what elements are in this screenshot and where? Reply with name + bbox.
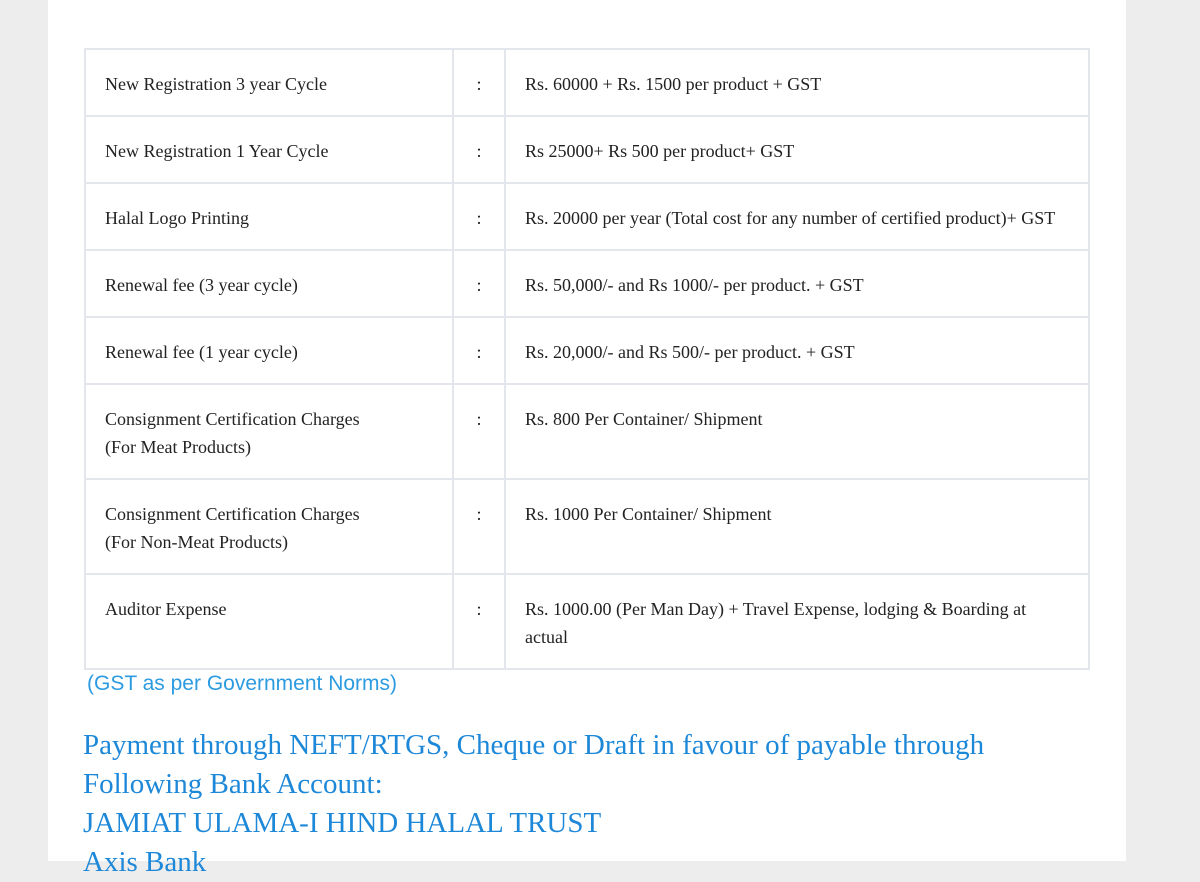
separator-colon: :: [453, 317, 505, 384]
table-row: [85, 49, 1089, 116]
bank-name: Axis Bank: [83, 846, 207, 878]
fee-label-line1: Consignment Certification Charges: [105, 504, 360, 524]
fee-label: Auditor Expense: [85, 574, 453, 669]
table-row: [85, 183, 1089, 250]
separator-colon: :: [453, 479, 505, 574]
fee-label-line2: (For Meat Products): [105, 437, 251, 457]
fee-value: Rs. 50,000/- and Rs 1000/- per product. + GST: [505, 250, 1089, 317]
fee-value: Rs. 1000.00 (Per Man Day) + Travel Expense, lodging & Boarding at actual: [505, 574, 1089, 669]
fee-label: Renewal fee (3 year cycle): [85, 250, 453, 317]
account-name: JAMIAT ULAMA-I HIND HALAL TRUST: [83, 807, 602, 839]
fee-label: [85, 479, 453, 574]
payment-info: [83, 726, 1113, 882]
fee-label: Renewal fee (1 year cycle): [85, 317, 453, 384]
separator-colon: :: [453, 49, 505, 116]
table-row: [85, 317, 1089, 384]
fee-label: Halal Logo Printing: [85, 183, 453, 250]
fee-label: [85, 384, 453, 479]
separator-colon: :: [453, 574, 505, 669]
fee-label-line2: (For Non-Meat Products): [105, 532, 288, 552]
fee-value: Rs. 1000 Per Container/ Shipment: [505, 479, 1089, 574]
page: [48, 0, 1126, 878]
fee-label-line1: Consignment Certification Charges: [105, 409, 360, 429]
separator-colon: :: [453, 183, 505, 250]
fee-label: New Registration 1 Year Cycle: [85, 116, 453, 183]
fee-label: New Registration 3 year Cycle: [85, 49, 453, 116]
separator-colon: :: [453, 384, 505, 479]
separator-colon: :: [453, 250, 505, 317]
fee-value: Rs. 20000 per year (Total cost for any number of certified product)+ GST: [505, 183, 1089, 250]
separator-colon: :: [453, 116, 505, 183]
fee-value: Rs. 20,000/- and Rs 500/- per product. + GST: [505, 317, 1089, 384]
table-row: [85, 250, 1089, 317]
gst-note: (GST as per Government Norms): [87, 672, 398, 695]
fee-value: Rs. 60000 + Rs. 1500 per product + GST: [505, 49, 1089, 116]
table-row: [85, 574, 1089, 669]
fee-value: Rs 25000+ Rs 500 per product+ GST: [505, 116, 1089, 183]
table-row: [85, 479, 1089, 574]
fee-table: [84, 48, 1090, 670]
table-row: [85, 116, 1089, 183]
fee-value: Rs. 800 Per Container/ Shipment: [505, 384, 1089, 479]
payment-instruction-line1: Payment through NEFT/RTGS, Cheque or Draft in favour of payable through: [83, 729, 985, 761]
table-row: [85, 384, 1089, 479]
payment-instruction-line2: Following Bank Account:: [83, 768, 383, 800]
